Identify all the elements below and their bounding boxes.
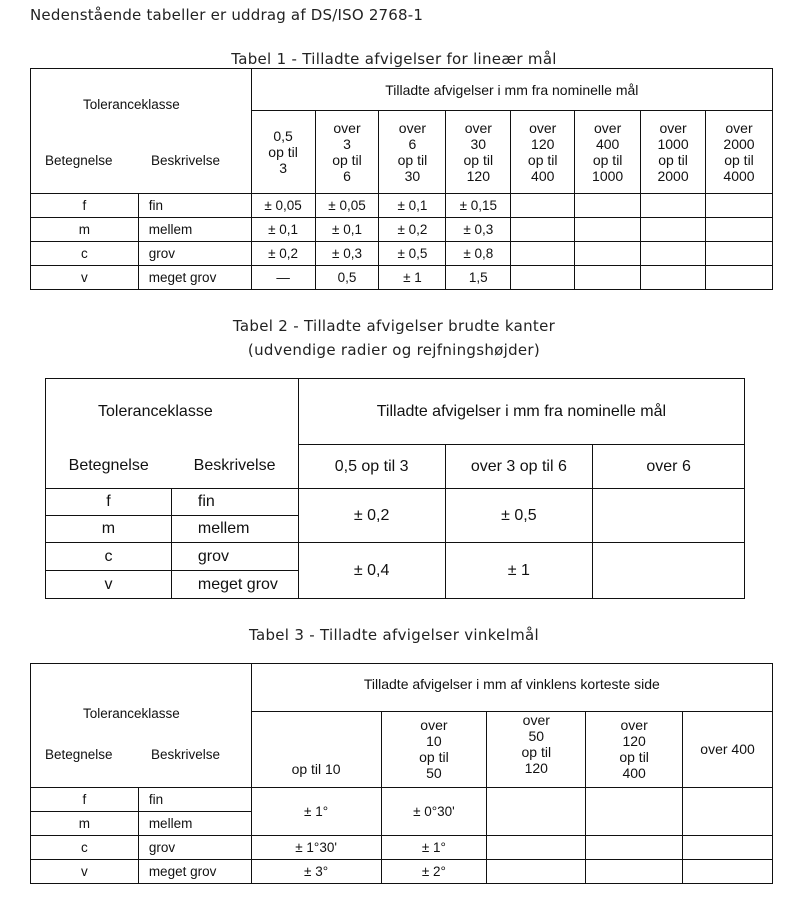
class-name: meget grov xyxy=(138,859,251,883)
value-cell: ± 0,1 xyxy=(379,193,446,217)
class-code: c xyxy=(31,835,139,859)
class-name: mellem xyxy=(171,516,298,543)
value-cell: ± 0,05 xyxy=(251,193,315,217)
table3-caption: Tabel 3 - Tilladte afvigelser vinkelmål xyxy=(248,626,540,644)
value-cell: ± 3° xyxy=(251,859,381,883)
value-cell xyxy=(586,835,683,859)
table2-range-2: over 3 op til 6 xyxy=(445,445,593,489)
value-cell: ± 1° xyxy=(381,835,487,859)
intro-text: Nedenstående tabeller er uddrag af DS/ISO 2768-1 xyxy=(30,6,424,24)
table3-range-4: over 120 op til 400 xyxy=(586,712,683,787)
table1 xyxy=(30,68,773,290)
value-cell xyxy=(706,217,773,241)
value-cell xyxy=(586,787,683,835)
table2-caption-line2: (udvendige radier og rejfningshøjder) xyxy=(247,341,541,359)
table2-row-f xyxy=(46,489,745,516)
table3-class-header xyxy=(31,705,252,787)
value-cell: ± 0,3 xyxy=(446,217,511,241)
value-cell: ± 1 xyxy=(379,265,446,289)
value-cell xyxy=(593,489,745,543)
table1-header: Tilladte afvigelser i mm fra nominelle mål xyxy=(251,69,772,111)
value-cell xyxy=(706,193,773,217)
table1-range-1: 0,5 op til 3 xyxy=(251,111,315,193)
value-cell xyxy=(511,241,575,265)
class-name: meget grov xyxy=(171,571,298,599)
value-cell xyxy=(487,859,586,883)
class-name: grov xyxy=(138,241,251,265)
class-code: m xyxy=(31,811,139,835)
value-cell xyxy=(575,241,641,265)
table3 xyxy=(30,663,773,884)
class-code: f xyxy=(46,489,172,516)
value-cell xyxy=(511,265,575,289)
value-cell: ± 1 xyxy=(445,543,593,599)
value-cell: ± 0,8 xyxy=(446,241,511,265)
table1-class-header xyxy=(31,96,252,193)
value-cell: ± 0,1 xyxy=(315,217,379,241)
value-cell xyxy=(641,241,706,265)
value-cell: ± 0,05 xyxy=(315,193,379,217)
table1-caption: Tabel 1 - Tilladte afvigelser for lineær mål xyxy=(231,50,557,68)
value-cell xyxy=(511,217,575,241)
table3-betegnelse-label: Betegnelse xyxy=(45,746,113,762)
value-cell: ± 0,1 xyxy=(251,217,315,241)
table3-range-2: over 10 op til 50 xyxy=(381,712,487,787)
table3-range-5: over 400 xyxy=(683,712,773,787)
value-cell: ± 0,5 xyxy=(445,489,593,543)
class-code: v xyxy=(31,859,139,883)
class-code: v xyxy=(31,265,139,289)
table2-betegnelse-label: Betegnelse xyxy=(46,445,172,489)
table1-range-7: over 1000 op til 2000 xyxy=(641,111,706,193)
value-cell xyxy=(683,835,773,859)
value-cell: ± 0,15 xyxy=(446,193,511,217)
table3-header: Tilladte afvigelser i mm af vinklens korteste side xyxy=(251,664,772,712)
value-cell xyxy=(575,193,641,217)
table1-range-5: over 120 op til 400 xyxy=(511,111,575,193)
table3-range-1: op til 10 xyxy=(251,712,381,787)
value-cell xyxy=(683,787,773,835)
class-code: v xyxy=(46,571,172,599)
value-cell xyxy=(487,835,586,859)
class-code: c xyxy=(31,241,139,265)
table3-header-blank xyxy=(31,664,252,712)
class-name: fin xyxy=(171,489,298,516)
class-name: mellem xyxy=(138,811,251,835)
value-cell: ± 0,2 xyxy=(379,217,446,241)
value-cell: ± 0,3 xyxy=(315,241,379,265)
table3-toleranceklasse-label: Toleranceklasse xyxy=(83,705,180,721)
class-code: m xyxy=(46,516,172,543)
value-cell xyxy=(641,217,706,241)
table2-range-3: over 6 xyxy=(593,445,745,489)
table2-header: Tilladte afvigelser i mm fra nominelle mål xyxy=(298,379,744,445)
value-cell xyxy=(706,241,773,265)
table2-beskrivelse-label: Beskrivelse xyxy=(171,445,298,489)
class-name: fin xyxy=(138,787,251,811)
table1-row-c xyxy=(31,241,773,265)
table2-range-1: 0,5 op til 3 xyxy=(298,445,445,489)
table1-range-4: over 30 op til 120 xyxy=(446,111,511,193)
value-cell: ± 0,4 xyxy=(298,543,445,599)
table3-row-c xyxy=(31,835,773,859)
value-cell: ± 2° xyxy=(381,859,487,883)
value-cell: ± 0,2 xyxy=(298,489,445,543)
class-code: f xyxy=(31,787,139,811)
value-cell: ± 1° xyxy=(251,787,381,835)
table3-row-f xyxy=(31,787,773,811)
value-cell xyxy=(641,265,706,289)
table1-range-2: over 3 op til 6 xyxy=(315,111,379,193)
table3-row-v xyxy=(31,859,773,883)
value-cell xyxy=(706,265,773,289)
table1-betegnelse-label: Betegnelse xyxy=(45,152,113,168)
value-cell xyxy=(511,193,575,217)
table1-range-6: over 400 op til 1000 xyxy=(575,111,641,193)
table1-range-3: over 6 op til 30 xyxy=(379,111,446,193)
class-code: m xyxy=(31,217,139,241)
value-cell: 1,5 xyxy=(446,265,511,289)
class-name: fin xyxy=(138,193,251,217)
value-cell: ± 0,5 xyxy=(379,241,446,265)
class-name: meget grov xyxy=(138,265,251,289)
value-cell xyxy=(586,859,683,883)
table1-toleranceklasse-label: Toleranceklasse xyxy=(83,96,180,112)
value-cell: ± 0,2 xyxy=(251,241,315,265)
class-name: mellem xyxy=(138,217,251,241)
class-name: grov xyxy=(171,543,298,571)
value-cell: 0,5 xyxy=(315,265,379,289)
table1-row-m xyxy=(31,217,773,241)
table2-row-c xyxy=(46,543,745,571)
value-cell xyxy=(575,217,641,241)
value-cell: — xyxy=(251,265,315,289)
table1-beskrivelse-label: Beskrivelse xyxy=(151,152,221,168)
table2-caption-line1: Tabel 2 - Tilladte afvigelser brudte kanter xyxy=(232,317,556,335)
table3-range-3: over 50 op til 120 xyxy=(487,712,586,787)
table1-row-f xyxy=(31,193,773,217)
table2-toleranceklasse-label: Toleranceklasse xyxy=(46,379,299,445)
value-cell xyxy=(641,193,706,217)
table3-beskrivelse-label: Beskrivelse xyxy=(151,746,221,762)
value-cell: ± 1°30' xyxy=(251,835,381,859)
class-code: c xyxy=(46,543,172,571)
value-cell xyxy=(593,543,745,599)
class-name: grov xyxy=(138,835,251,859)
class-code: f xyxy=(31,193,139,217)
value-cell: ± 0°30' xyxy=(381,787,487,835)
value-cell xyxy=(487,787,586,835)
table1-row-v xyxy=(31,265,773,289)
value-cell xyxy=(683,859,773,883)
table1-range-8: over 2000 op til 4000 xyxy=(706,111,773,193)
value-cell xyxy=(575,265,641,289)
table2 xyxy=(45,378,745,599)
